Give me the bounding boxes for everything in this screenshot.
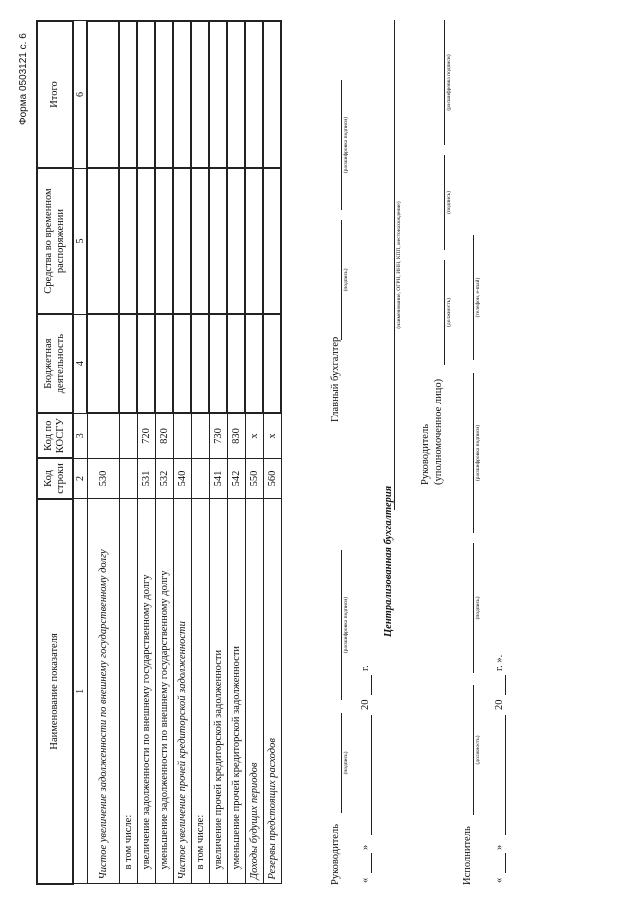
authorized-decode-line[interactable] <box>444 20 445 145</box>
executor-decode-line[interactable] <box>473 373 474 533</box>
chief-signature-line[interactable] <box>341 220 342 340</box>
header-kosgu: Код по КОСГУ <box>37 413 73 458</box>
cell-temporary[interactable] <box>87 168 119 314</box>
table-row <box>209 21 227 884</box>
head-decode-line[interactable] <box>341 550 342 700</box>
row-line-code: 530 <box>87 458 119 499</box>
row-line-code: 532 <box>155 458 173 499</box>
row-kosgu: 730 <box>209 413 227 458</box>
row-kosgu: 820 <box>155 413 173 458</box>
cell-total[interactable] <box>227 21 245 168</box>
date-year-line[interactable] <box>505 675 506 695</box>
report-table <box>36 20 282 885</box>
cell-total[interactable] <box>209 21 227 168</box>
cell-temporary[interactable] <box>119 168 137 314</box>
cell-temporary[interactable] <box>227 168 245 314</box>
form-code: Форма 0503121 с. 6 <box>18 33 29 125</box>
cell-total[interactable] <box>245 21 263 168</box>
position-caption: (должность) <box>475 735 481 765</box>
row-kosgu <box>191 413 209 458</box>
row-line-code: 560 <box>263 458 281 499</box>
cell-budget[interactable] <box>263 314 281 413</box>
cell-total[interactable] <box>119 21 137 168</box>
row-line-code: 541 <box>209 458 227 499</box>
date-year-prefix: 20 <box>494 699 505 710</box>
cell-budget[interactable] <box>209 314 227 413</box>
row-label: Резервы предстоящих расходов <box>263 499 281 884</box>
col-number: 4 <box>73 314 87 413</box>
row-line-code: 542 <box>227 458 245 499</box>
central-caption: (наименование, ОГРН, ИНН, КПП, местонахождение) <box>396 201 402 329</box>
date-open-quote: « <box>360 877 371 883</box>
row-line-code: 531 <box>137 458 155 499</box>
row-label: уменьшение задолженности по внешнему государственному долгу <box>155 499 173 884</box>
cell-budget[interactable] <box>173 314 191 413</box>
head-label: Руководитель <box>330 824 341 885</box>
cell-total[interactable] <box>137 21 155 168</box>
decode-caption: (расшифровка подписи) <box>343 116 349 174</box>
table-row <box>263 21 281 884</box>
column-numbers-row <box>73 21 87 884</box>
table-row <box>191 21 209 884</box>
header-total: Итого <box>37 21 73 168</box>
cell-temporary[interactable] <box>191 168 209 314</box>
cell-total[interactable] <box>191 21 209 168</box>
col-number: 5 <box>73 168 87 314</box>
row-line-code <box>191 458 209 499</box>
date-day-line[interactable] <box>505 853 506 873</box>
decode-caption: (расшифровка подписи) <box>446 54 452 111</box>
header-temporary-funds: Средства во временном распоряжении <box>37 168 73 314</box>
table-row <box>173 21 191 884</box>
cell-temporary[interactable] <box>155 168 173 314</box>
cell-budget[interactable] <box>191 314 209 413</box>
date-open-quote: « <box>494 877 505 883</box>
date-year-line[interactable] <box>371 675 372 695</box>
authorized-head-sub: (уполномоченное лицо) <box>433 378 444 485</box>
header-row <box>37 21 73 884</box>
col-number: 6 <box>73 21 87 168</box>
date-month-line[interactable] <box>505 715 506 835</box>
date-close-quote: » <box>360 844 371 850</box>
chief-accountant-label: Главный бухгалтер <box>330 336 341 422</box>
central-accounting-title: Централизованная бухгалтерия <box>383 485 394 637</box>
executor-label: Исполнитель <box>462 826 473 885</box>
row-kosgu <box>173 413 191 458</box>
decode-caption: (расшифровка подписи) <box>343 596 349 654</box>
cell-budget[interactable] <box>87 314 119 413</box>
executor-position-line[interactable] <box>473 685 474 815</box>
row-kosgu: 720 <box>137 413 155 458</box>
cell-temporary[interactable] <box>209 168 227 314</box>
table-row <box>227 21 245 884</box>
phone-caption: (телефон, e-mail) <box>475 277 481 318</box>
authorized-head-label: Руководитель <box>420 424 431 485</box>
row-label: Доходы будущих периодов <box>245 499 263 884</box>
date-g: г. ». <box>494 654 505 671</box>
executor-signature-line[interactable] <box>473 543 474 673</box>
row-label: увеличение прочей кредиторской задолженности <box>209 499 227 884</box>
row-label: уменьшение прочей кредиторской задолженности <box>227 499 245 884</box>
cell-total[interactable] <box>263 21 281 168</box>
date-day-line[interactable] <box>371 853 372 873</box>
row-kosgu: x <box>263 413 281 458</box>
cell-total[interactable] <box>173 21 191 168</box>
cell-temporary[interactable] <box>263 168 281 314</box>
row-line-code: 540 <box>173 458 191 499</box>
cell-budget[interactable] <box>155 314 173 413</box>
cell-total[interactable] <box>155 21 173 168</box>
head-signature-line[interactable] <box>341 713 342 813</box>
date-g: г. <box>360 665 371 671</box>
header-budget: Бюджетная деятельность <box>37 314 73 413</box>
table-row <box>87 21 119 884</box>
cell-total[interactable] <box>87 21 119 168</box>
row-kosgu: x <box>245 413 263 458</box>
cell-budget[interactable] <box>137 314 155 413</box>
col-number: 2 <box>73 458 87 499</box>
date-month-line[interactable] <box>371 715 372 835</box>
date-close-quote: » <box>494 844 505 850</box>
row-kosgu: 830 <box>227 413 245 458</box>
table-row <box>137 21 155 884</box>
central-accounting-line[interactable] <box>394 20 395 510</box>
authorized-signature-line[interactable] <box>444 155 445 250</box>
signature-caption: (подпись) <box>343 268 349 292</box>
chief-decode-line[interactable] <box>341 80 342 210</box>
table-row <box>155 21 173 884</box>
decode-caption: (расшифровка подписи) <box>475 424 481 482</box>
signature-caption: (подпись) <box>343 751 349 775</box>
row-kosgu <box>119 413 137 458</box>
cell-budget[interactable] <box>119 314 137 413</box>
row-label: в том числе: <box>119 499 137 884</box>
row-label: Чистое увеличение задолженности по внешнему государственному долгу <box>87 499 119 884</box>
row-line-code: 550 <box>245 458 263 499</box>
row-label: увеличение задолженности по внешнему государственному долгу <box>137 499 155 884</box>
cell-temporary[interactable] <box>137 168 155 314</box>
position-caption: (должность) <box>446 298 452 327</box>
executor-phone-line[interactable] <box>473 235 474 360</box>
signature-caption: (подпись) <box>475 596 481 620</box>
authorized-position-line[interactable] <box>444 260 445 365</box>
cell-temporary[interactable] <box>173 168 191 314</box>
signature-caption: (подпись) <box>446 191 452 214</box>
cell-temporary[interactable] <box>245 168 263 314</box>
header-name: Наименование показателя <box>37 499 73 884</box>
date-year-prefix: 20 <box>360 699 371 710</box>
col-number: 1 <box>73 499 87 884</box>
header-line-code: Код строки <box>37 458 73 499</box>
row-label: Чистое увеличение прочей кредиторской задолженности <box>173 499 191 884</box>
cell-budget[interactable] <box>245 314 263 413</box>
col-number: 3 <box>73 413 87 458</box>
table-row <box>245 21 263 884</box>
row-kosgu <box>87 413 119 458</box>
row-line-code <box>119 458 137 499</box>
table-row <box>119 21 137 884</box>
row-label: в том числе: <box>191 499 209 884</box>
cell-budget[interactable] <box>227 314 245 413</box>
